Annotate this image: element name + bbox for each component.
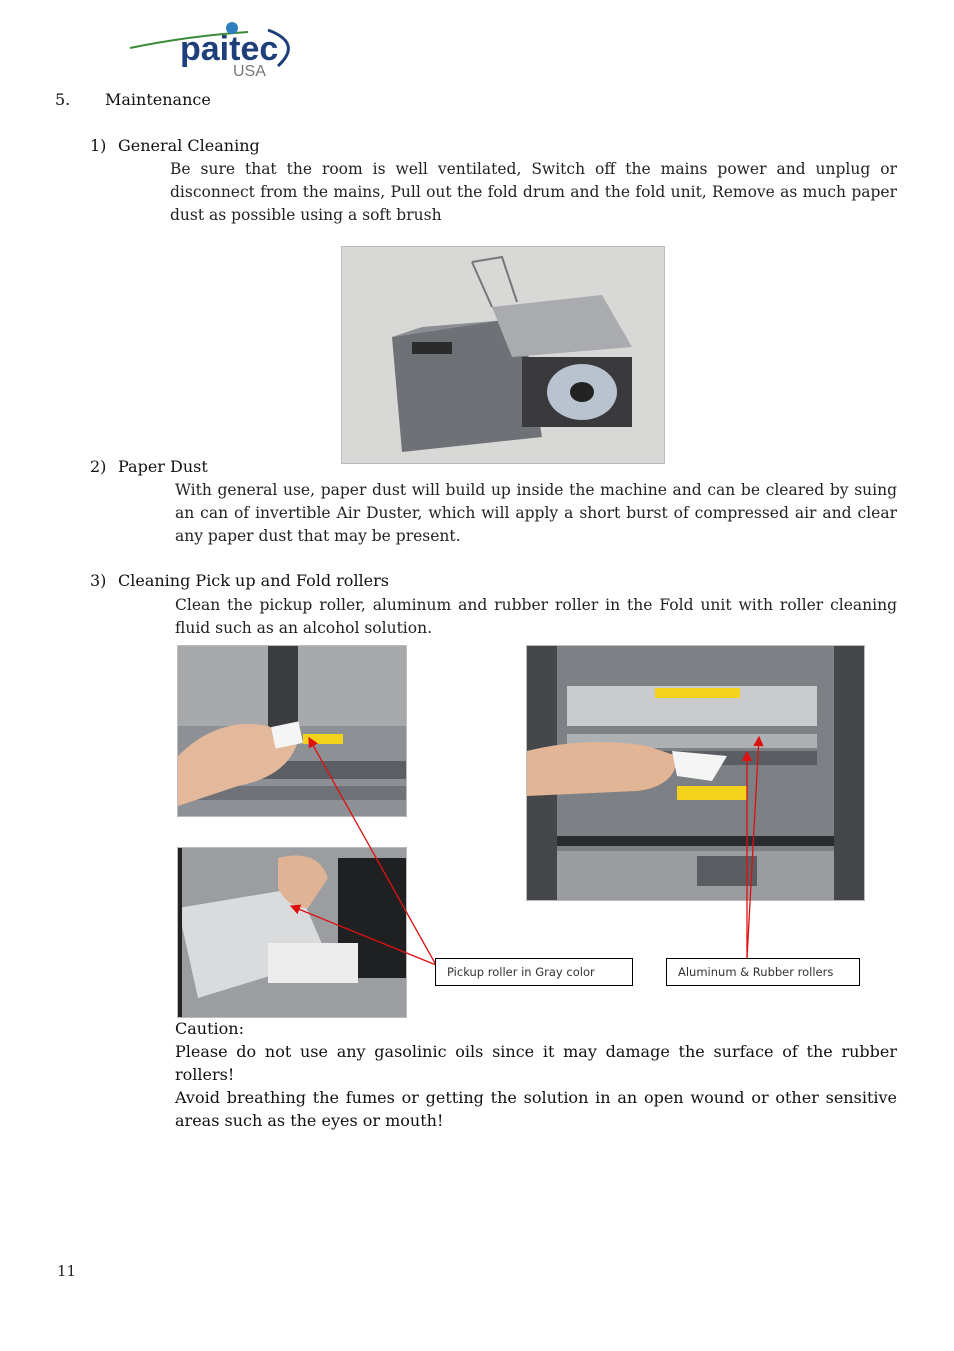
caution-block	[175, 1017, 897, 1132]
page-number: 11	[57, 1262, 77, 1280]
section-number: 5.	[55, 90, 71, 109]
pickup-arrow-bottom	[291, 906, 436, 965]
paper-dust-text: With general use, paper dust will build up inside the machine and can be cleared by suing an can of invertible Air Duster, which will apply a short burst of compressed air and clear any paper dust that may be present.	[175, 481, 897, 545]
logo-subtext: USA	[233, 63, 266, 78]
section-title: Maintenance	[105, 90, 211, 109]
caution-heading: Caution:	[175, 1019, 244, 1038]
cleaning-rollers-text: Clean the pickup roller, aluminum and rubber roller in the Fold unit with roller cleaning fluid such as an alcohol solution.	[175, 596, 897, 637]
caution-line-2: Avoid breathing the fumes or getting the solution in an open wound or other sensitive areas such as the eyes or mouth!	[175, 1088, 897, 1130]
pickup-arrow-top	[309, 738, 436, 965]
aluminum-rubber-rollers-label: Aluminum & Rubber rollers	[666, 958, 860, 986]
subsection-heading-paper-dust: 2) Paper Dust	[90, 457, 208, 476]
subsection-heading-general-cleaning: 1) General Cleaning	[90, 136, 260, 155]
aluminum-arrow-right	[747, 737, 759, 958]
caution-line-1: Please do not use any gasolinic oils since it may damage the surface of the rubber rollers!	[175, 1042, 897, 1084]
general-cleaning-text: Be sure that the room is well ventilated, Switch off the mains power and unplug or disconnect from the mains, Pull out the fold drum and the fold unit, Remove as much paper dust as possible using a soft brush	[170, 160, 897, 224]
pickup-roller-label: Pickup roller in Gray color	[435, 958, 633, 986]
subsection-heading-cleaning-rollers: 3) Cleaning Pick up and Fold rollers	[90, 571, 389, 590]
logo-text: paitec	[180, 30, 279, 68]
